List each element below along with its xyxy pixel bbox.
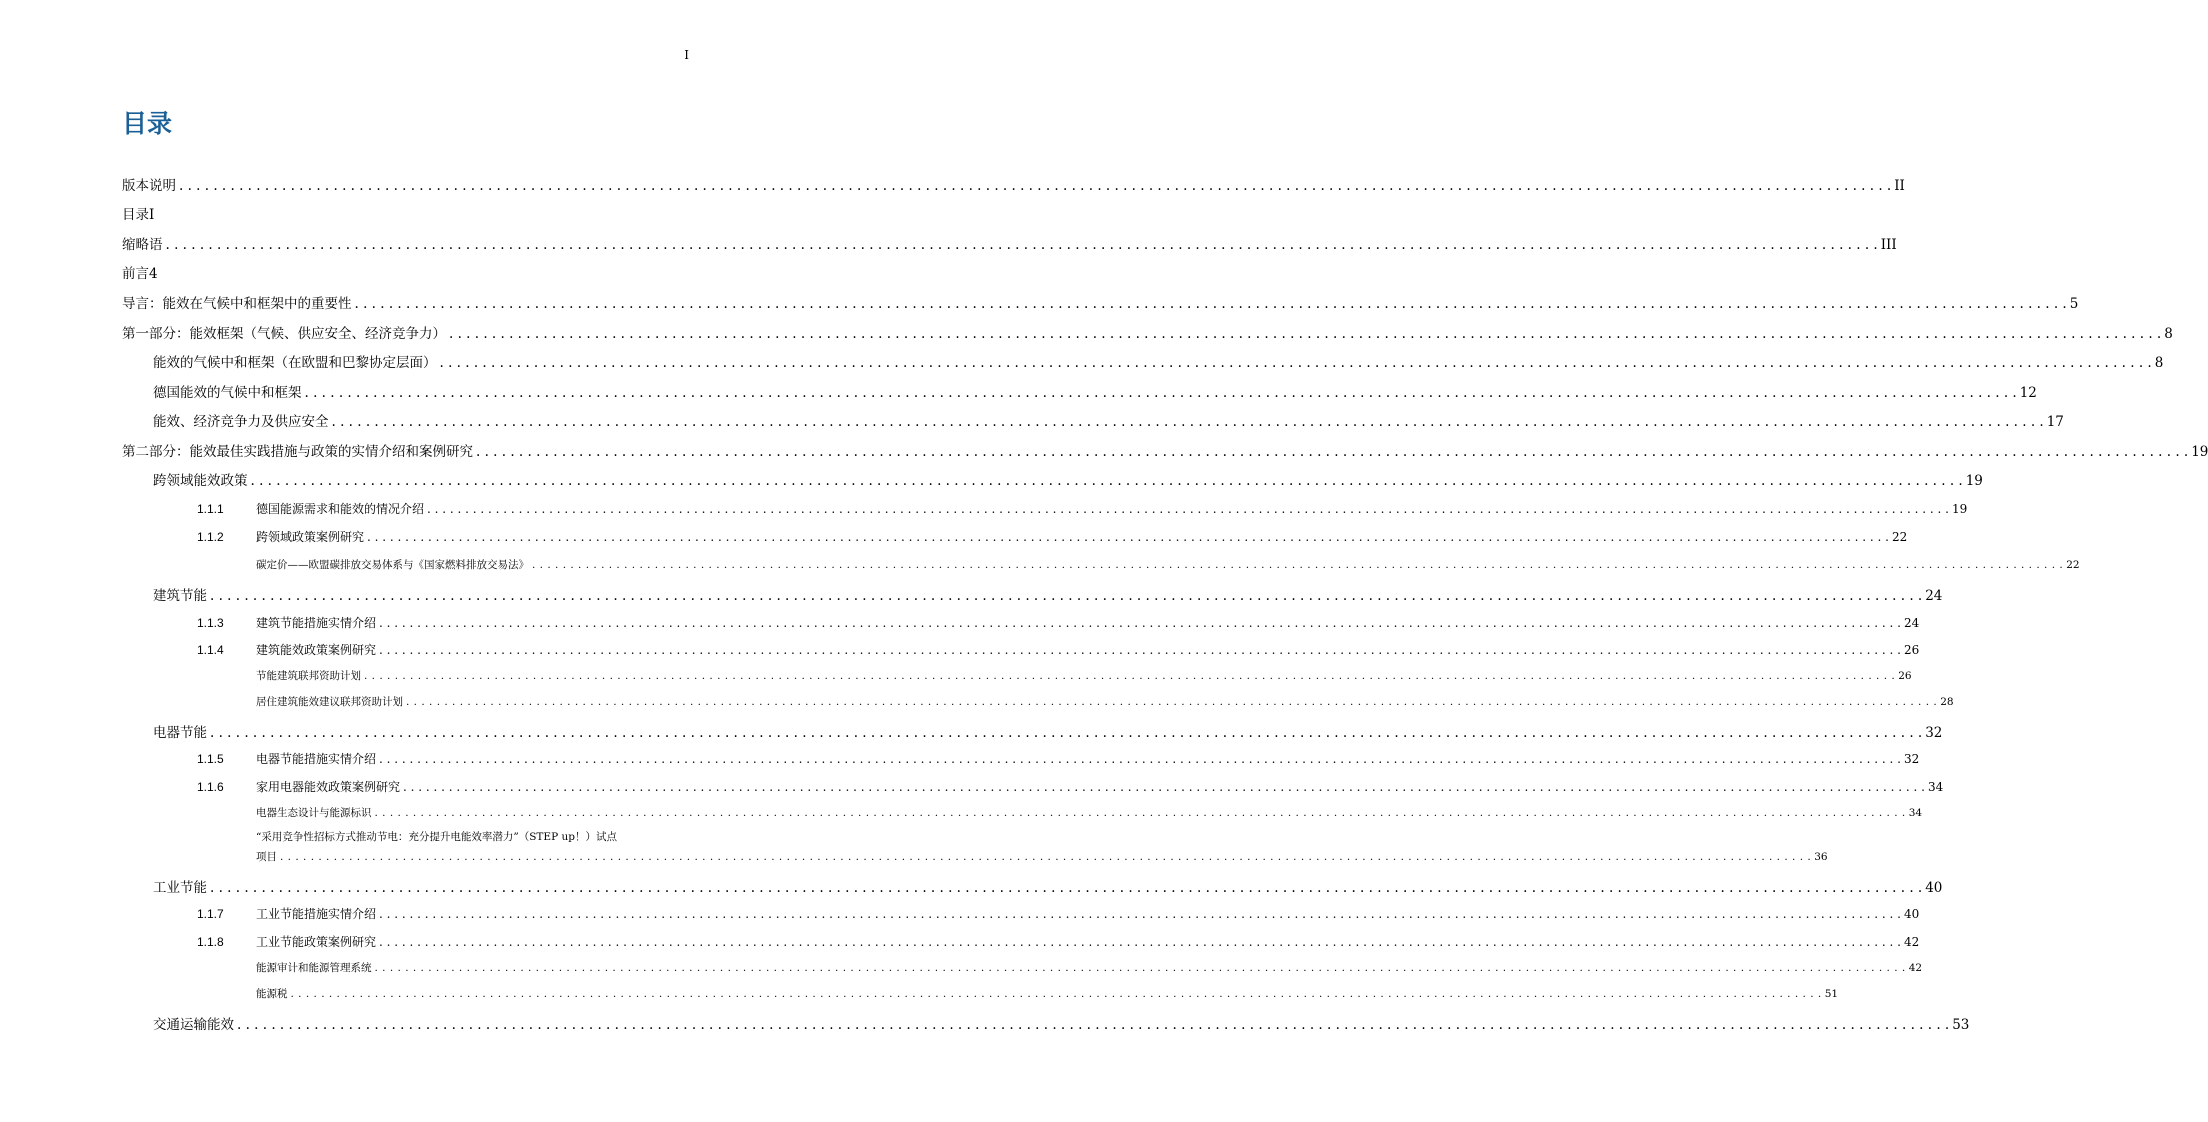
toc-entry[interactable]: [256, 986, 1839, 1001]
toc-entry-page: 51: [1824, 988, 1839, 1000]
toc-entry-page: 26: [1898, 670, 1912, 682]
toc-entry-number: 1.1.7: [197, 907, 224, 921]
toc-entry-page: 5: [2069, 296, 2079, 312]
toc-entry[interactable]: [197, 641, 1920, 658]
toc-entry[interactable]: [197, 614, 1920, 631]
toc-entry-page: 32: [1903, 752, 1920, 766]
leader-dots: . . . . . . . . . . . . . . . . . . . . . . . . . . . . . . . . . . . . . . . . . . . . . . . . . . . . . . . . . . . . . . . . . . . . . . . . . . . . . . . . . . . . . . . . . . . . . . . . . . . . . . . . . . . . . . . . . . . . . . . . . . . . . . . . . . . . . . . . . . . . . . . . . . . . . . . . . . . . . . . . . . . . . . . . . . . . . . . . . . . . . . . . . . . . . . . . . . . . . . . .: [237, 1017, 1950, 1033]
leader-dots: . . . . . . . . . . . . . . . . . . . . . . . . . . . . . . . . . . . . . . . . . . . . . . . . . . . . . . . . . . . . . . . . . . . . . . . . . . . . . . . . . . . . . . . . . . . . . . . . . . . . . . . . . . . . . . . . . . . . . . . . . . . . . . . . . . . . . . . . . . . . . . . . . . . . . . . . . . . . . . . . . . . . . . . . . . . . . . . . . . . . . . . . . . . . . . . . . . . . . . . .: [476, 444, 2189, 460]
toc-entry[interactable]: [256, 557, 2080, 572]
toc-entry-label: 工业节能: [153, 880, 207, 896]
toc-entry-label: 节能建筑联邦资助计划: [256, 670, 361, 682]
toc-entry-label: 电器节能措施实情介绍: [256, 752, 377, 766]
leader-dots: . . . . . . . . . . . . . . . . . . . . . . . . . . . . . . . . . . . . . . . . . . . . . . . . . . . . . . . . . . . . . . . . . . . . . . . . . . . . . . . . . . . . . . . . . . . . . . . . . . . . . . . . . . . . . . . . . . . . . . . . . . . . . . . . . . . . . . . . . . . . . . . . . . . . . . . . . . . . . . . . . . . . . . . . . . . . . . . . . . . . . . . . . . . . . . . . . . . . . . . .: [449, 326, 2162, 342]
toc-entry[interactable]: [153, 1013, 1970, 1033]
toc-entry[interactable]: [122, 292, 2079, 312]
toc-entry-page: 42: [1903, 935, 1920, 949]
toc-entry-label: 交通运输能效: [153, 1017, 234, 1033]
toc-entry-page: 40: [1925, 880, 1943, 896]
toc-entry-label: 建筑能效政策案例研究: [256, 643, 377, 657]
leader-dots: . . . . . . . . . . . . . . . . . . . . . . . . . . . . . . . . . . . . . . . . . . . . . . . . . . . . . . . . . . . . . . . . . . . . . . . . . . . . . . . . . . . . . . . . . . . . . . . . . . . . . . . . . . . . . . . . . . . . . . . . . . . . . . . . . . . . . . . . . . . . . . . . . . . . . . . . . . . . . . . . . . . . . . . . . . . . . . . . . . . . . . . . . . . . . . . . . . . . . . . .: [379, 643, 1901, 657]
toc-entry[interactable]: [197, 750, 1920, 767]
leader-dots: . . . . . . . . . . . . . . . . . . . . . . . . . . . . . . . . . . . . . . . . . . . . . . . . . . . . . . . . . . . . . . . . . . . . . . . . . . . . . . . . . . . . . . . . . . . . . . . . . . . . . . . . . . . . . . . . . . . . . . . . . . . . . . . . . . . . . . . . . . . . . . . . . . . . . . . . . . . . . . . . . . . . . . . . . . . . . . . . . . . . . . . . . . . . . . . . . . . . . . . .: [367, 530, 1889, 544]
toc-entry-number: 1.1.2: [197, 530, 224, 544]
toc-entry[interactable]: [122, 203, 688, 223]
toc-entry[interactable]: [197, 778, 1944, 795]
toc-entry[interactable]: [153, 876, 1943, 896]
toc-entry-page: 32: [1925, 725, 1943, 741]
toc-entry-page: 42: [1908, 962, 1923, 974]
toc-entry-label: 居住建筑能效建议联邦资助计划: [256, 696, 403, 708]
toc-title: 目录: [122, 109, 173, 138]
toc-entry-label-cont: 项目: [256, 851, 277, 863]
toc-entry[interactable]: [153, 721, 1943, 741]
toc-entry-label: 第二部分：能效最佳实践措施与政策的实情介绍和案例研究: [122, 444, 473, 460]
toc-entry[interactable]: [197, 933, 1920, 950]
leader-dots: . . . . . . . . . . . . . . . . . . . . . . . . . . . . . . . . . . . . . . . . . . . . . . . . . . . . . . . . . . . . . . . . . . . . . . . . . . . . . . . . . . . . . . . . . . . . . . . . . . . . . . . . . . . . . . . . . . . . . . . . . . . . . . . . . . . . . . . . . . . . . . . . . . . . . . . . . . . . . . . . . . . . . . . . . . . . . . . . . . . . . . . . . . . . . . . . . . . . . . . .: [250, 473, 1963, 489]
leader-dots: . . . . . . . . . . . . . . . . . . . . . . . . . . . . . . . . . . . . . . . . . . . . . . . . . . . . . . . . . . . . . . . . . . . . . . . . . . . . . . . . . . . . . . . . . . . . . . . . . . . . . . . . . . . . . . . . . . . . . . . . . . . . . . . . . . . . . . . . . . . . . . . . . . . . . . . . . . . . . . . . . . . . . . . . . . . . . . . . . . . . . . . . . . . . . . . . . . . . . . . .: [439, 355, 2152, 371]
toc-entry-label: 能效、经济竞争力及供应安全: [153, 414, 329, 430]
toc-entry[interactable]: [153, 351, 2164, 371]
toc-entry-page: 8: [2154, 355, 2164, 371]
leader-dots: . . . . . . . . . . . . . . . . . . . . . . . . . . . . . . . . . . . . . . . . . . . . . . . . . . . . . . . . . . . . . . . . . . . . . . . . . . . . . . . . . . . . . . . . . . . . . . . . . . . . . . . . . . . . . . . . . . . . . . . . . . . . . . . . . . . . . . . . . . . . . . . . . . . . . . . . . . . . . . . . . . . . . . . . . . . . . . . . . . . . . . . . . . . . . . . . . . . . . . . .: [179, 178, 1892, 194]
toc-entry-page: 22: [2066, 559, 2080, 571]
toc-entry-page: 53: [1952, 1017, 1970, 1033]
toc-entry-number: 1.1.8: [197, 935, 224, 949]
toc-entry[interactable]: [153, 381, 2037, 401]
toc-entry-page: 28: [1940, 696, 1954, 708]
toc-entry[interactable]: [256, 849, 1828, 864]
leader-dots: . . . . . . . . . . . . . . . . . . . . . . . . . . . . . . . . . . . . . . . . . . . . . . . . . . . . . . . . . . . . . . . . . . . . . . . . . . . . . . . . . . . . . . . . . . . . . . . . . . . . . . . . . . . . . . . . . . . . . . . . . . . . . . . . . . . . . . . . . . . . . . . . . . . . . . . . . . . . . . . . . . . . . . . . . . . . . . . . . . . . . . . . . . . . . . . . . . . . . . . .: [354, 296, 2067, 312]
toc-entry-page: 34: [1908, 807, 1923, 819]
toc-entry-label: 跨领域能效政策: [153, 473, 248, 489]
toc-entry-page: 34: [1927, 780, 1944, 794]
leader-dots: . . . . . . . . . . . . . . . . . . . . . . . . . . . . . . . . . . . . . . . . . . . . . . . . . . . . . . . . . . . . . . . . . . . . . . . . . . . . . . . . . . . . . . . . . . . . . . . . . . . . . . . . . . . . . . . . . . . . . . . . . . . . . . . . . . . . . . . . . . . . . . . . . . . . . . . . . . . . . . . . . . . . . . . . . . . . . . . . . . . . . . . . . . . . . . . . . . . . . . . .: [210, 880, 1923, 896]
toc-entry[interactable]: [256, 668, 1912, 683]
leader-dots: . . . . . . . . . . . . . . . . . . . . . . . . . . . . . . . . . . . . . . . . . . . . . . . . . . . . . . . . . . . . . . . . . . . . . . . . . . . . . . . . . . . . . . . . . . . . . . . . . . . . . . . . . . . . . . . . . . . . . . . . . . . . . . . . . . . . . . . . . . . . . . . . . . . . . . . . . . . . . . . . . . . . . . . . . . . . . . . . . . . . . . . . . . . . . . . . . . . . . . . .: [374, 807, 1906, 819]
leader-dots: . . . . . . . . . . . . . . . . . . . . . . . . . . . . . . . . . . . . . . . . . . . . . . . . . . . . . . . . . . . . . . . . . . . . . . . . . . . . . . . . . . . . . . . . . . . . . . . . . . . . . . . . . . . . . . . . . . . . . . . . . . . . . . . . . . . . . . . . . . . . . . . . . . . . . . . . . . . . . . . . . . . . . . . . . . . . . . . . . . . . . . . . . . . . . . . . . . . . . . . .: [379, 752, 1901, 766]
toc-entry-page: 40: [1903, 907, 1920, 921]
toc-entry-label: 家用电器能效政策案例研究: [256, 780, 401, 794]
toc-entry-page: 8: [2164, 326, 2173, 342]
toc-entry-label[interactable]: “采用竞争性招标方式推动节电：充分提升电能效率潜力”（STEP up！）试点: [256, 831, 617, 843]
leader-dots: . . . . . . . . . . . . . . . . . . . . . . . . . . . . . . . . . . . . . . . . . . . . . . . . . . . . . . . . . . . . . . . . . . . . . . . . . . . . . . . . . . . . . . . . . . . . . . . . . . . . . . . . . . . . . . . . . . . . . . . . . . . . . . . . . . . . . . . . . . . . . . . . . . . . . . . . . . . . . . . . . . . . . . . . . . . . . . . . . . . . . . . . . . . . . . . . . . . . . . . .: [379, 907, 1901, 921]
toc-entry-page: 22: [1891, 530, 1908, 544]
toc-entry[interactable]: [122, 440, 2208, 460]
toc-entry[interactable]: [122, 174, 1905, 194]
toc-entry-label: 建筑节能: [153, 588, 207, 604]
leader-dots: . . . . . . . . . . . . . . . . . . . . . . . . . . . . . . . . . . . . . . . . . . . . . . . . . . . . . . . . . . . . . . . . . . . . . . . . . . . . . . . . . . . . . . . . . . . . . . . . . . . . . . . . . . . . . . . . . . . . . . . . . . . . . . . . . . . . . . . . . . . . . . . . . . . . . . . . . . . . . . . . . . . . . . . . . . . . . . . . . . . . . . . . . . . . . . . . . . . . . . . .: [374, 962, 1906, 974]
toc-entry[interactable]: [122, 233, 1897, 253]
toc-entry-label: 目录I: [122, 207, 155, 223]
toc-entry-label: 能源审计和能源管理系统: [256, 962, 372, 974]
toc-entry-page: 12: [2019, 385, 2037, 401]
toc-entry-label: 碳定价——欧盟碳排放交易体系与《国家燃料排放交易法》: [256, 559, 529, 571]
toc-entry[interactable]: [153, 469, 1983, 489]
leader-dots: . . . . . . . . . . . . . . . . . . . . . . . . . . . . . . . . . . . . . . . . . . . . . . . . . . . . . . . . . . . . . . . . . . . . . . . . . . . . . . . . . . . . . . . . . . . . . . . . . . . . . . . . . . . . . . . . . . . . . . . . . . . . . . . . . . . . . . . . . . . . . . . . . . . . . . . . . . . . . . . . . . . . . . . . . . . . . . . . . . . . . . . . . . . . . . . . . . . . . . . .: [290, 988, 1822, 1000]
toc-entry-number: 1.1.4: [197, 643, 224, 657]
toc-entry-label: 导言：能效在气候中和框架中的重要性: [122, 296, 352, 312]
leader-dots: . . . . . . . . . . . . . . . . . . . . . . . . . . . . . . . . . . . . . . . . . . . . . . . . . . . . . . . . . . . . . . . . . . . . . . . . . . . . . . . . . . . . . . . . . . . . . . . . . . . . . . . . . . . . . . . . . . . . . . . . . . . . . . . . . . . . . . . . . . . . . . . . . . . . . . . . . . . . . . . . . . . . . . . . . . . . . . . . . . . . . . . . . . . . . . . . . . . . . . . .: [403, 780, 1925, 794]
toc-entry-label: 版本说明: [122, 178, 176, 194]
toc-entry-label: 能效的气候中和框架（在欧盟和巴黎协定层面）: [153, 355, 437, 371]
toc-entry-label: 电器节能: [153, 725, 207, 741]
toc-entry-number: 1.1.3: [197, 616, 224, 630]
leader-dots: . . . . . . . . . . . . . . . . . . . . . . . . . . . . . . . . . . . . . . . . . . . . . . . . . . . . . . . . . . . . . . . . . . . . . . . . . . . . . . . . . . . . . . . . . . . . . . . . . . . . . . . . . . . . . . . . . . . . . . . . . . . . . . . . . . . . . . . . . . . . . . . . . . . . . . . . . . . . . . . . . . . . . . . . . . . . . . . . . . . . . . . . . . . . . . . . . . . . . . . .: [331, 414, 2044, 430]
toc-entry[interactable]: [153, 584, 1943, 604]
toc-entry[interactable]: [197, 905, 1920, 922]
leader-dots: . . . . . . . . . . . . . . . . . . . . . . . . . . . . . . . . . . . . . . . . . . . . . . . . . . . . . . . . . . . . . . . . . . . . . . . . . . . . . . . . . . . . . . . . . . . . . . . . . . . . . . . . . . . . . . . . . . . . . . . . . . . . . . . . . . . . . . . . . . . . . . . . . . . . . . . . . . . . . . . . . . . . . . . . . . . . . . . . . . . . . . . . . . . . . . . . . . . . . . . .: [379, 616, 1901, 630]
toc-entry[interactable]: [256, 694, 1954, 709]
toc-entry-label: 第一部分：能效框架（气候、供应安全、经济竞争力）: [122, 326, 446, 342]
toc-entry-label: 缩略语: [122, 237, 163, 253]
toc-entry-label: 德国能源需求和能效的情况介绍: [256, 502, 425, 516]
toc-entry-page: 17: [2046, 414, 2064, 430]
toc-entry[interactable]: [122, 262, 688, 282]
leader-dots: . . . . . . . . . . . . . . . . . . . . . . . . . . . . . . . . . . . . . . . . . . . . . . . . . . . . . . . . . . . . . . . . . . . . . . . . . . . . . . . . . . . . . . . . . . . . . . . . . . . . . . . . . . . . . . . . . . . . . . . . . . . . . . . . . . . . . . . . . . . . . . . . . . . . . . . . . . . . . . . . . . . . . . . . . . . . . . . . . . . . . . . . . . . . . . . . . . . . . . . .: [364, 670, 1896, 682]
toc-entry-page: 24: [1925, 588, 1943, 604]
toc-entry-label: 建筑节能措施实情介绍: [256, 616, 377, 630]
leader-dots: . . . . . . . . . . . . . . . . . . . . . . . . . . . . . . . . . . . . . . . . . . . . . . . . . . . . . . . . . . . . . . . . . . . . . . . . . . . . . . . . . . . . . . . . . . . . . . . . . . . . . . . . . . . . . . . . . . . . . . . . . . . . . . . . . . . . . . . . . . . . . . . . . . . . . . . . . . . . . . . . . . . . . . . . . . . . . . . . . . . . . . . . . . . . . . . . . . . . . . . .: [165, 237, 1878, 253]
toc-entry-label: 工业节能措施实情介绍: [256, 907, 377, 921]
toc-entry-page: 19: [1965, 473, 1983, 489]
toc-entry[interactable]: [256, 960, 1923, 975]
leader-dots: . . . . . . . . . . . . . . . . . . . . . . . . . . . . . . . . . . . . . . . . . . . . . . . . . . . . . . . . . . . . . . . . . . . . . . . . . . . . . . . . . . . . . . . . . . . . . . . . . . . . . . . . . . . . . . . . . . . . . . . . . . . . . . . . . . . . . . . . . . . . . . . . . . . . . . . . . . . . . . . . . . . . . . . . . . . . . . . . . . . . . . . . . . . . . . . . . . . . . . . .: [379, 935, 1901, 949]
leader-dots: . . . . . . . . . . . . . . . . . . . . . . . . . . . . . . . . . . . . . . . . . . . . . . . . . . . . . . . . . . . . . . . . . . . . . . . . . . . . . . . . . . . . . . . . . . . . . . . . . . . . . . . . . . . . . . . . . . . . . . . . . . . . . . . . . . . . . . . . . . . . . . . . . . . . . . . . . . . . . . . . . . . . . . . . . . . . . . . . . . . . . . . . . . . . . . . . . . . . . . . .: [280, 851, 1812, 863]
leader-dots: . . . . . . . . . . . . . . . . . . . . . . . . . . . . . . . . . . . . . . . . . . . . . . . . . . . . . . . . . . . . . . . . . . . . . . . . . . . . . . . . . . . . . . . . . . . . . . . . . . . . . . . . . . . . . . . . . . . . . . . . . . . . . . . . . . . . . . . . . . . . . . . . . . . . . . . . . . . . . . . . . . . . . . . . . . . . . . . . . . . . . . . . . . . . . . . . . . . . . . . .: [304, 385, 2017, 401]
toc-entry-label: 能源税: [256, 988, 288, 1000]
toc-entry[interactable]: [122, 322, 2173, 342]
toc-entry-number: 1.1.6: [197, 780, 224, 794]
toc-entry-number: 1.1.5: [197, 752, 224, 766]
toc-entry-label: 跨领域政策案例研究: [256, 530, 365, 544]
leader-dots: . . . . . . . . . . . . . . . . . . . . . . . . . . . . . . . . . . . . . . . . . . . . . . . . . . . . . . . . . . . . . . . . . . . . . . . . . . . . . . . . . . . . . . . . . . . . . . . . . . . . . . . . . . . . . . . . . . . . . . . . . . . . . . . . . . . . . . . . . . . . . . . . . . . . . . . . . . . . . . . . . . . . . . . . . . . . . . . . . . . . . . . . . . . . . . . . . . . . . . . .: [210, 725, 1923, 741]
leader-dots: . . . . . . . . . . . . . . . . . . . . . . . . . . . . . . . . . . . . . . . . . . . . . . . . . . . . . . . . . . . . . . . . . . . . . . . . . . . . . . . . . . . . . . . . . . . . . . . . . . . . . . . . . . . . . . . . . . . . . . . . . . . . . . . . . . . . . . . . . . . . . . . . . . . . . . . . . . . . . . . . . . . . . . . . . . . . . . . . . . . . . . . . . . . . . . . . . . . . . . . .: [210, 588, 1923, 604]
leader-dots: . . . . . . . . . . . . . . . . . . . . . . . . . . . . . . . . . . . . . . . . . . . . . . . . . . . . . . . . . . . . . . . . . . . . . . . . . . . . . . . . . . . . . . . . . . . . . . . . . . . . . . . . . . . . . . . . . . . . . . . . . . . . . . . . . . . . . . . . . . . . . . . . . . . . . . . . . . . . . . . . . . . . . . . . . . . . . . . . . . . . . . . . . . . . . . . . . . . . . . . .: [427, 502, 1949, 516]
toc-entry[interactable]: [197, 528, 1908, 545]
toc-entry-page: II: [1894, 178, 1905, 194]
toc-entry-page: 19: [2191, 444, 2208, 460]
toc-entry-page: 26: [1903, 643, 1920, 657]
toc-entry[interactable]: [153, 410, 2064, 430]
toc-entry-page: 24: [1903, 616, 1920, 630]
toc-entry-label: 电器生态设计与能源标识: [256, 807, 372, 819]
toc-entry-page: 36: [1814, 851, 1828, 863]
leader-dots: . . . . . . . . . . . . . . . . . . . . . . . . . . . . . . . . . . . . . . . . . . . . . . . . . . . . . . . . . . . . . . . . . . . . . . . . . . . . . . . . . . . . . . . . . . . . . . . . . . . . . . . . . . . . . . . . . . . . . . . . . . . . . . . . . . . . . . . . . . . . . . . . . . . . . . . . . . . . . . . . . . . . . . . . . . . . . . . . . . . . . . . . . . . . . . . . . . . . . . . .: [532, 559, 2064, 571]
toc-entry-label: 德国能效的气候中和框架: [153, 385, 302, 401]
page-number: I: [684, 48, 689, 62]
toc-entry-page: 19: [1951, 502, 1968, 516]
toc-entry-label: 工业节能政策案例研究: [256, 935, 377, 949]
toc-entry[interactable]: [256, 805, 1923, 820]
toc-entry[interactable]: [197, 500, 1968, 517]
toc-entry-page: III: [1880, 237, 1897, 253]
toc-entry-number: 1.1.1: [197, 502, 224, 516]
leader-dots: . . . . . . . . . . . . . . . . . . . . . . . . . . . . . . . . . . . . . . . . . . . . . . . . . . . . . . . . . . . . . . . . . . . . . . . . . . . . . . . . . . . . . . . . . . . . . . . . . . . . . . . . . . . . . . . . . . . . . . . . . . . . . . . . . . . . . . . . . . . . . . . . . . . . . . . . . . . . . . . . . . . . . . . . . . . . . . . . . . . . . . . . . . . . . . . . . . . . . . . .: [406, 696, 1938, 708]
toc-entry-label: 前言4: [122, 266, 158, 282]
